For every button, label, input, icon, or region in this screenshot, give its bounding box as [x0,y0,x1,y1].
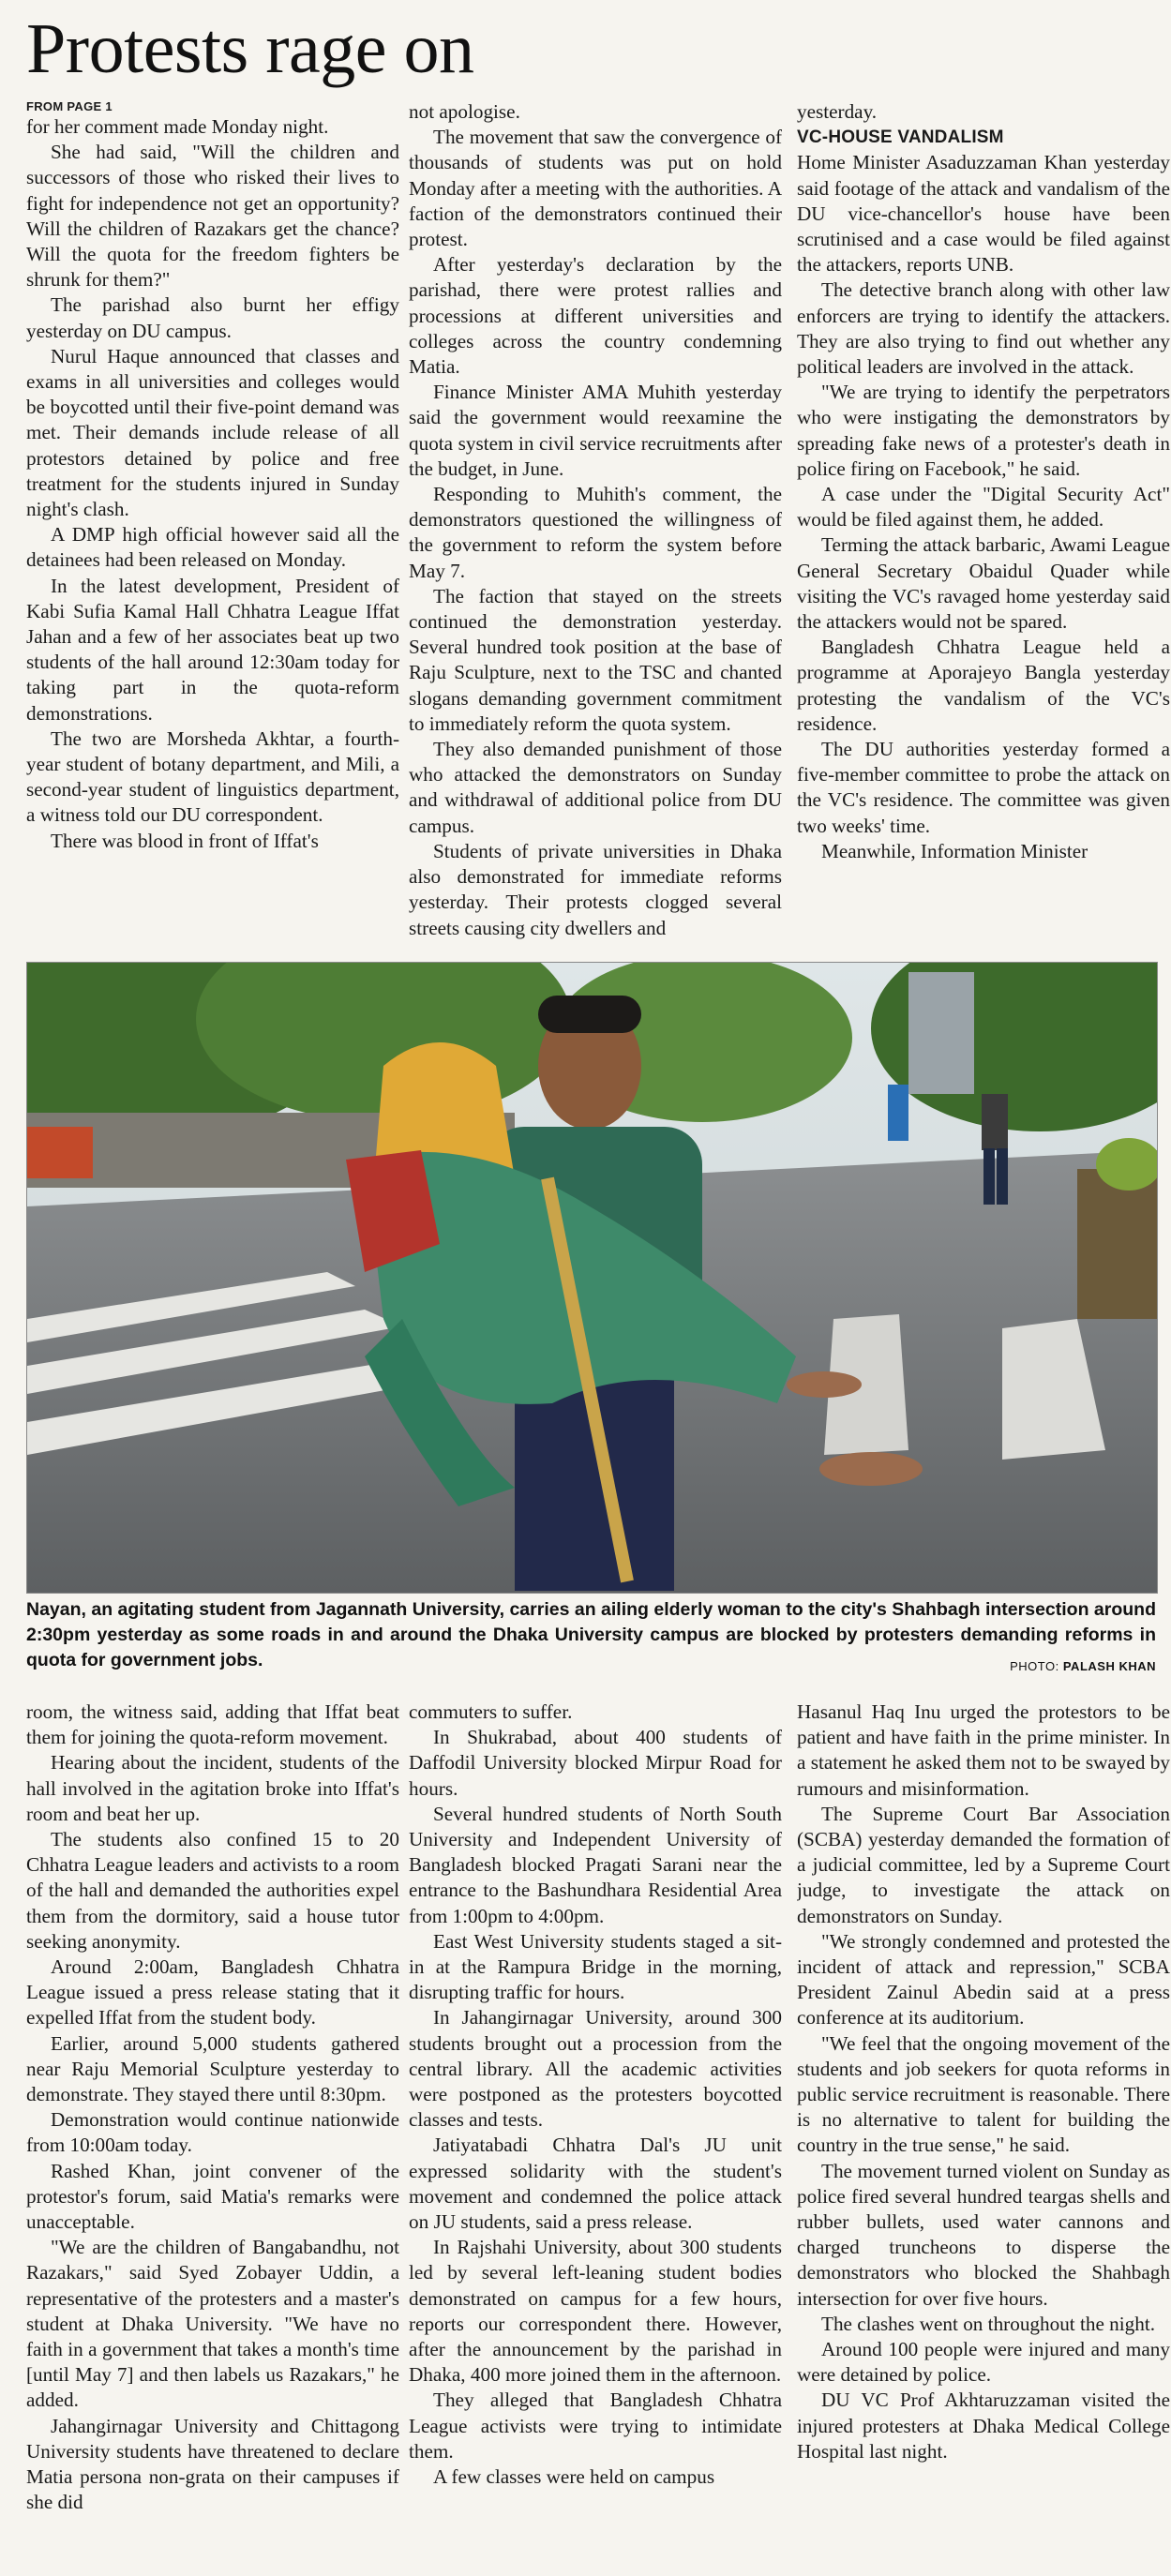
paragraph: Around 2:00am, Bangladesh Chhatra League issued a press release stating that it expelled Iffat from the student body. [26,1955,399,2029]
from-page-kicker: FROM PAGE 1 [26,99,113,113]
caption-text: Nayan, an agitating student from Jagannath University, carries an ailing elderly woman to the city's Shahbagh intersection around 2:30pm yesterday as some roads in and around the Dhaka University campus are blocked by protesters demanding reforms in quota for government jobs. [26,1599,1156,1670]
column-1-body [26,114,399,854]
paragraph: Jatiyatabadi Chhatra Dal's JU unit expressed solidarity with the student's movement and condemned the police attack on JU students, said a press release. [409,2134,782,2234]
paragraph: The Supreme Court Bar Association (SCBA) yesterday demanded the formation of a judicial committee, led by a Supreme Court judge, to investigate the attack on demonstrators on Sunday. [797,1802,1170,1927]
column-3-body [797,150,1170,864]
photo-credit-prefix: PHOTO: [1010,1659,1059,1673]
column-3 [797,99,1170,939]
paragraph: In Jahangirnagar University, around 300 students brought out a procession from the central library. All the academic activities were postponed as the protesters boycotted classes and tests. [409,2006,782,2132]
paragraph: The faction that stayed on the streets continued the demonstration yesterday. Several hundred took position at the base of Raju Sculpture, next to the TSC and chanted slogans demanding government commitment to immediately reform the quota system. [409,584,782,735]
paragraph: The parishad also burnt her effigy yesterday on DU campus. [26,293,399,342]
photo-credit-name: PALASH KHAN [1062,1659,1156,1673]
paragraph: The DU authorities yesterday formed a five-member committee to probe the attack on the VC's residence. The committee was given two weeks' time. [797,738,1170,837]
headline: Protests rage on [26,9,474,88]
paragraph: commuters to suffer. [409,1700,573,1723]
paragraph: Demonstration would continue nationwide from 10:00am today. [26,2108,399,2157]
paragraph: room, the witness said, adding that Iffat beat them for joining the quota-reform movement. [26,1700,399,1749]
column-6 [797,1700,1170,2576]
paragraph: DU VC Prof Akhtaruzzaman visited the injured protesters at Dhaka Medical College Hospital last night. [797,2389,1170,2463]
paragraph: They alleged that Bangladesh Chhatra League activists were trying to intimidate them. [409,2389,782,2463]
paragraph: The students also confined 15 to 20 Chhatra League leaders and activists to a room of the hall and demanded the authorities expel them from the dormitory, said a house tutor seeking anonymity. [26,1828,399,1953]
paragraph: Meanwhile, Information Minister [821,839,1088,862]
paragraph: Students of private universities in Dhaka also demonstrated for immediate reforms yesterday. Their protests clogged several streets causing city dwellers and [409,839,782,939]
paragraph: In Shukrabad, about 400 students of Daffodil University blocked Mirpur Road for hours. [409,1726,782,1800]
paragraph: The clashes went on throughout the night. [821,2312,1155,2335]
paragraph: In Rajshahi University, about 300 students led by several left-leaning student bodies demonstrated on campus for a few hours, reports our correspondent there. However, after the announcement by the parishad in Dhaka, 400 more joined them in the afternoon. [409,2236,782,2387]
column-2 [409,99,782,939]
vc-house-vandalism-subhead: VC-HOUSE VANDALISM [797,127,1004,148]
paragraph: Terming the attack barbaric, Awami League General Secretary Obaidul Quader while visiting the VC's ravaged home yesterday said the attackers would not be spared. [797,533,1170,634]
column-4-body [26,1700,399,2516]
paragraph: The movement turned violent on Sunday as police fired several hundred teargas shells and rubber bullets, used water cannons and charged truncheons to disperse the demonstrators who blocked the Shahbagh intersection for over five hours. [797,2159,1170,2310]
paragraph: Jahangirnagar University and Chittagong University students have threatened to declare Matia persona non-grata on their campuses if she did [26,2414,399,2514]
paragraph: There was blood in front of Iffat's [51,829,319,852]
column-5 [409,1700,782,2576]
paragraph: After yesterday's declaration by the parishad, there were protest rallies and processions at different universities and colleges across the country condemning Matia. [409,253,782,379]
paragraph: "We feel that the ongoing movement of the students and job seekers for quota reforms in public service recruitment is reasonable. There is no alternative to talent for building the country in the true sense," he said. [797,2031,1170,2157]
paragraph: Home Minister Asaduzzaman Khan yesterday said footage of the attack and vandalism of the DU vice-chancellor's house have been scrutinised and a case would be filed against the attackers, reports UNB. [797,151,1170,277]
paragraph: for her comment made Monday night. [26,115,329,138]
column-5-body [409,1700,782,2490]
paragraph: "We are trying to identify the perpetrators who were instigating the demonstrators by spreading fake news of a protester's death in police firing on Facebook," he said. [797,381,1170,480]
paragraph: The two are Morsheda Akhtar, a fourth-year student of botany department, and Mili, a second-year student of linguistics department, a witness told our DU correspondent. [26,726,399,827]
paragraph: Around 100 people were injured and many were detained by police. [797,2338,1170,2387]
paragraph: "We are the children of Bangabandhu, not Razakars," said Syed Zobayer Uddin, a representative of the protesters and a master's student at Dhaka University. "We have no faith in a government that takes a month's time [until May 7] and then labels us Razakars," he added. [26,2236,399,2412]
photo-caption [26,1597,1156,1679]
paragraph: Several hundred students of North South University and Independent University of Bangladesh blocked Pragati Sarani near the entrance to the Bashundhara Residential Area from 1:00pm to 4:00pm. [409,1802,782,1927]
paragraph: "We strongly condemned and protested the incident of attack and repression," SCBA President Zainul Abedin said at a press conference at its auditorium. [797,1929,1170,2029]
column-6-body [797,1700,1170,2464]
paragraph: Nurul Haque announced that classes and exams in all universities and colleges would be boycotted until their five-point demand was met. Their demands include release of all protestors detained by police and free treatment for the students injured in Sunday night's clash. [26,344,399,521]
paragraph: She had said, "Will the children and successors of those who risked their lives to fight for independence not get an opportunity? Will the children of Razakars get the chance? Will the quota for the freedom fighters be shrunk for them?" [26,141,399,292]
paragraph: In the latest development, President of Kabi Sufia Kamal Hall Chhatra League Iffat Jahan and a few of her associates beat up two students of the hall around 12:30am today for taking part in the quota-reform demonstrations. [26,574,399,725]
paragraph: A few classes were held on campus [433,2465,715,2489]
paragraph: East West University students staged a sit-in at the Rampura Bridge in the morning, disrupting traffic for hours. [409,1929,782,2004]
paragraph: Responding to Muhith's comment, the demonstrators questioned the willingness of the government to reform the system before May 7. [409,483,782,582]
paragraph: Earlier, around 5,000 students gathered near Raju Memorial Sculpture yesterday to demonstrate. They stayed there until 8:30pm. [26,2031,399,2106]
paragraph: Bangladesh Chhatra League held a programme at Aporajeyo Bangla yesterday protesting the vandalism of the VC's residence. [797,636,1170,735]
paragraph: not apologise. [409,100,520,123]
column-3-lead: yesterday. [797,100,878,123]
column-1 [26,99,399,939]
paragraph: Hearing about the incident, students of the hall involved in the agitation broke into Iffat's room and beat her up. [26,1751,399,1825]
paragraph: They also demanded punishment of those who attacked the demonstrators on Sunday and withdrawal of additional police from DU campus. [409,738,782,837]
paragraph: The movement that saw the convergence of thousands of students was put on hold Monday after a meeting with the authorities. A faction of the demonstrators continued their protest. [409,126,782,251]
photo-credit [1010,1654,1156,1679]
street-scene-illustration [27,963,1157,1593]
paragraph: Finance Minister AMA Muhith yesterday said the government would reexamine the quota system in civil service recruitments after the budget, in June. [409,381,782,480]
paragraph: Hasanul Haq Inu urged the protestors to be patient and have faith in the prime minister. In a statement he asked them not to be swayed by rumours and misinformation. [797,1700,1170,1800]
news-photo [26,962,1158,1594]
paragraph: The detective branch along with other law enforcers are trying to identify the attackers. They are also trying to find out whether any political leaders are involved in the attack. [797,278,1170,379]
column-2-body [409,99,782,939]
paragraph: A DMP high official however said all the detainees had been released on Monday. [26,523,399,572]
paragraph: Rashed Khan, joint convener of the protestor's forum, said Matia's remarks were unacceptable. [26,2159,399,2234]
column-4 [26,1700,399,2576]
paragraph: A case under the "Digital Security Act" would be filed against them, he added. [797,483,1170,532]
